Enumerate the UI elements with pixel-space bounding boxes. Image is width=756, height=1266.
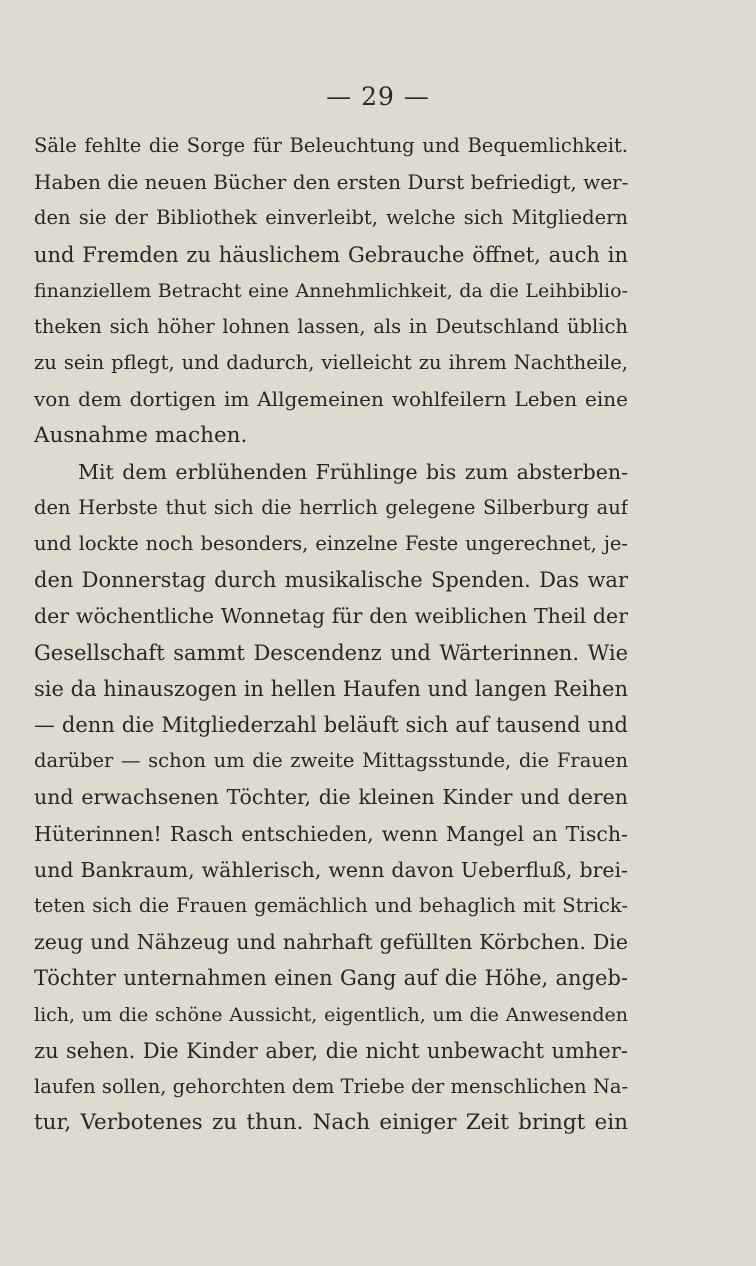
text-line: und Fremden zu häuslichem Gebrauche öffnet, auch in bbox=[34, 242, 628, 267]
paragraph-1 bbox=[34, 128, 628, 454]
text-line: tur, Verbotenes zu thun. Nach einiger Zeit bringt ein bbox=[34, 1110, 628, 1136]
text-line: Gesellschaft sammt Descendenz und Wärterinnen. Wie bbox=[34, 640, 628, 665]
text-line: Töchter unternahmen einen Gang auf die Höhe, angeb- bbox=[34, 966, 628, 991]
text-line: darüber — schon um die zweite Mittagsstunde, die Frauen bbox=[34, 749, 628, 773]
text-line: theken sich höher lohnen lassen, als in Deutschland üblich bbox=[34, 314, 628, 338]
text-line: und Bankraum, wählerisch, wenn davon Ueberfluß, brei- bbox=[34, 857, 628, 882]
text-line: laufen sollen, gehorchten dem Triebe der menschlichen Na- bbox=[34, 1074, 628, 1098]
text-line: lich, um die schöne Aussicht, eigentlich, um die Anwesenden bbox=[34, 1003, 628, 1026]
body-text bbox=[34, 128, 628, 1141]
text-line: zu sein pflegt, und dadurch, vielleicht zu ihrem Nachtheile, bbox=[34, 351, 628, 375]
text-line: und lockte noch besonders, einzelne Feste ungerechnet, je- bbox=[34, 532, 628, 556]
text-line: von dem dortigen im Allgemeinen wohlfeilern Leben eine bbox=[34, 387, 628, 412]
text-line: — denn die Mitgliederzahl beläuft sich auf tausend und bbox=[34, 713, 628, 737]
text-line: den sie der Bibliothek einverleibt, welche sich Mitgliedern bbox=[34, 206, 628, 230]
text-line: Haben die neuen Bücher den ersten Durst befriedigt, wer- bbox=[34, 170, 628, 195]
text-line: teten sich die Frauen gemächlich und behaglich mit Strick- bbox=[34, 893, 628, 917]
text-line: Mit dem erblühenden Frühlinge bis zum absterben- bbox=[78, 459, 628, 484]
text-line: den Donnerstag durch musikalische Spenden. Das war bbox=[34, 568, 628, 593]
text-line: Säle fehlte die Sorge für Beleuchtung und Bequemlichkeit. bbox=[34, 134, 628, 157]
text-line: zeug und Nähzeug und nahrhaft gefüllten Körbchen. Die bbox=[34, 930, 628, 955]
text-line: Ausnahme machen. bbox=[34, 422, 248, 448]
text-line: Hüterinnen! Rasch entschieden, wenn Mangel an Tisch- bbox=[34, 821, 628, 846]
text-line: zu sehen. Die Kinder aber, die nicht unbewacht umher- bbox=[34, 1038, 628, 1063]
paragraph-2 bbox=[34, 454, 628, 1142]
text-line: der wöchentliche Wonnetag für den weiblichen Theil der bbox=[34, 604, 628, 629]
page-number: — 29 — bbox=[326, 82, 430, 111]
text-line: finanziellem Betracht eine Annehmlichkeit, da die Leihbiblio- bbox=[34, 279, 628, 302]
text-line: und erwachsenen Töchter, die kleinen Kinder und deren bbox=[34, 785, 628, 810]
text-line: den Herbste thut sich die herrlich gelegene Silberburg auf bbox=[34, 495, 628, 519]
text-line: sie da hinauszogen in hellen Haufen und langen Reihen bbox=[34, 676, 628, 701]
